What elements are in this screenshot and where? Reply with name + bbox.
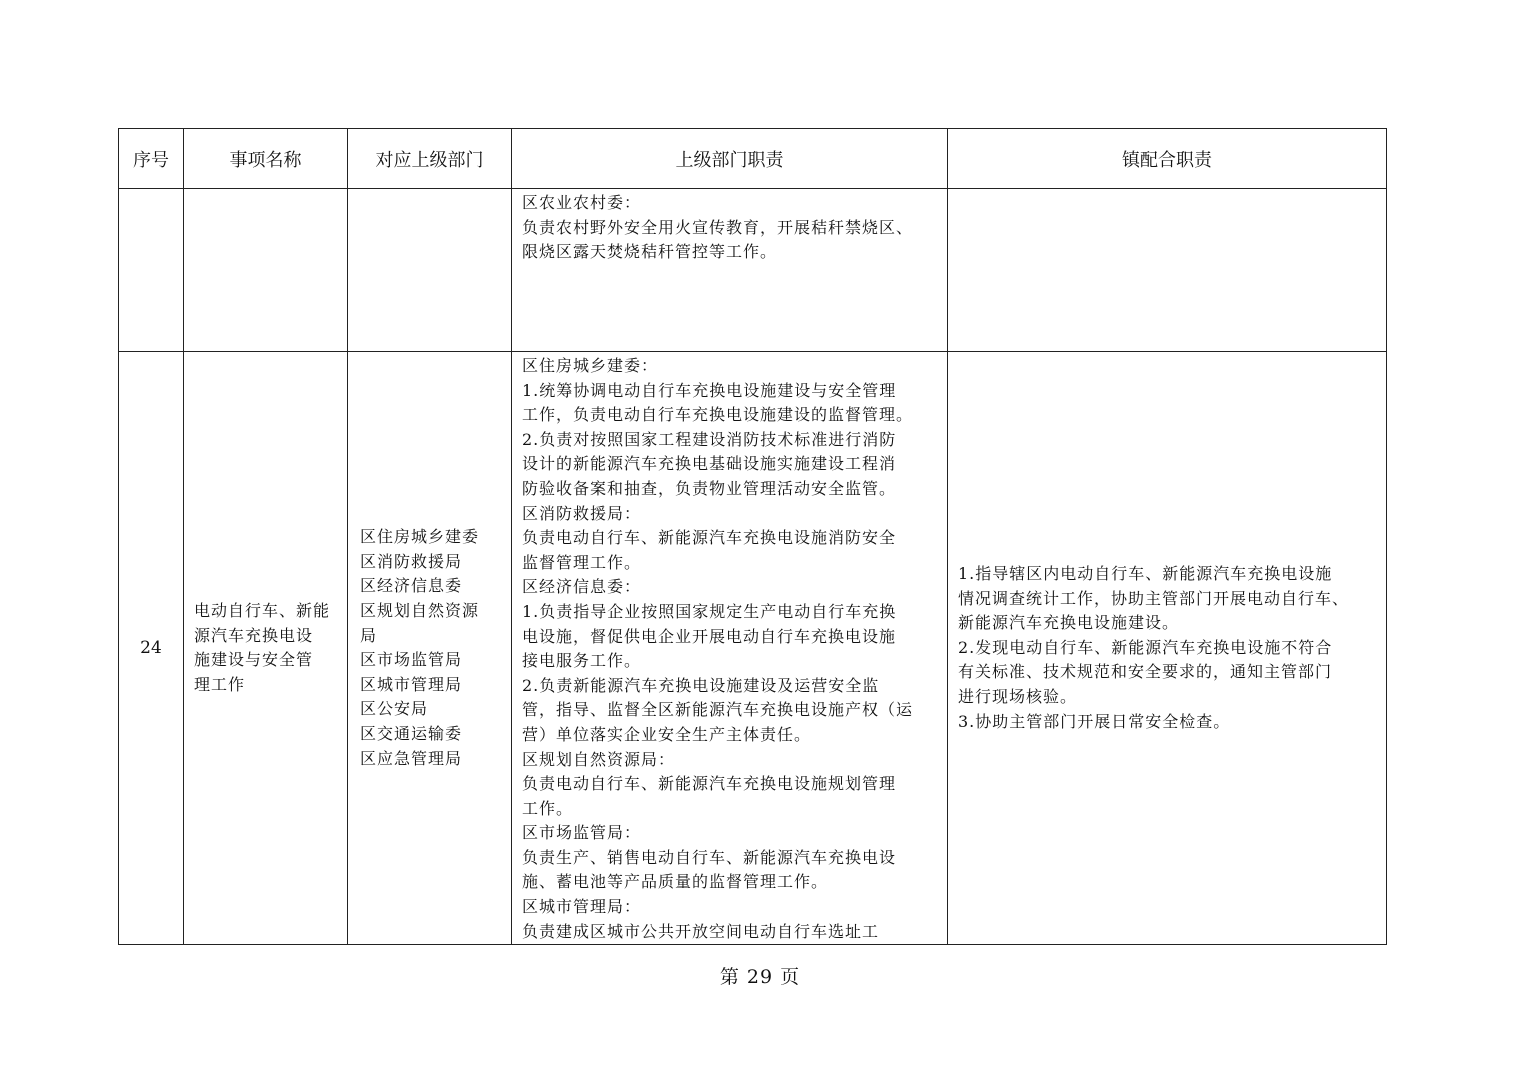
duty-line: 区农业农村委： [522, 193, 642, 212]
item-name [184, 599, 347, 697]
cell-superior-dept [348, 189, 512, 352]
duties-list [512, 352, 947, 944]
town-duties-list [948, 562, 1386, 734]
duty-line: 监督管理工作。 [522, 552, 642, 572]
header-item-name: 事项名称 [184, 129, 348, 189]
cell-superior-dept [348, 352, 512, 945]
duties-list [512, 189, 947, 265]
item-name-line: 施建设与安全管 [194, 650, 314, 670]
duty-line: 区经济信息委： [522, 577, 642, 597]
table-row [119, 189, 1387, 352]
item-name-line: 源汽车充换电设 [194, 625, 314, 645]
cell-no [119, 352, 184, 945]
duty-line: 营）单位落实企业安全生产主体责任。 [522, 724, 812, 744]
dept-line: 区城市管理局 [360, 674, 463, 694]
duty-line: 区市场监管局： [522, 823, 642, 843]
cell-superior-duties [512, 352, 948, 945]
duty-line: 负责建成区城市公共开放空间电动自行车选址工 [522, 921, 880, 941]
item-name-line: 理工作 [194, 674, 246, 694]
dept-line: 区公安局 [360, 699, 429, 719]
town-duty-line: 2.发现电动自行车、新能源汽车充换电设施不符合 [958, 637, 1333, 657]
duty-line: 负责电动自行车、新能源汽车充换电设施规划管理 [522, 774, 897, 794]
town-duty-line: 3.协助主管部门开展日常安全检查。 [958, 711, 1231, 731]
duty-line: 区规划自然资源局： [522, 749, 676, 769]
town-duty-line: 1.指导辖区内电动自行车、新能源汽车充换电设施 [958, 564, 1333, 584]
cell-superior-duties [512, 189, 948, 352]
item-name-line: 电动自行车、新能 [194, 600, 331, 620]
cell-item-name [184, 189, 348, 352]
duty-line: 施、蓄电池等产品质量的监督管理工作。 [522, 872, 829, 892]
row-number: 24 [140, 638, 162, 659]
responsibility-table [118, 128, 1387, 945]
page-number: 第 29 页 [719, 966, 801, 988]
town-duty-line: 有关标准、技术规范和安全要求的，通知主管部门 [958, 662, 1333, 682]
dept-line: 区市场监管局 [360, 650, 463, 670]
duty-line: 负责生产、销售电动自行车、新能源汽车充换电设 [522, 847, 897, 867]
town-duty-line: 情况调查统计工作，协助主管部门开展电动自行车、 [958, 588, 1350, 608]
cell-town-duties [948, 352, 1387, 945]
town-duty-line: 新能源汽车充换电设施建设。 [958, 613, 1180, 633]
dept-line: 局 [360, 625, 378, 645]
duty-line: 电设施，督促供电企业开展电动自行车充换电设施 [522, 626, 897, 646]
duty-line: 设计的新能源汽车充换电基础设施实施建设工程消 [522, 454, 897, 474]
duty-line: 负责农村野外安全用火宣传教育，开展秸秆禁烧区、 [522, 217, 914, 237]
duty-line: 区消防救援局： [522, 503, 642, 523]
header-town-duties: 镇配合职责 [948, 129, 1387, 189]
dept-line: 区交通运输委 [360, 723, 463, 743]
table-row [119, 352, 1387, 945]
header-superior-duties: 上级部门职责 [512, 129, 948, 189]
dept-list [348, 525, 511, 771]
duty-line: 防验收备案和抽查，负责物业管理活动安全监管。 [522, 478, 897, 498]
duty-line: 限烧区露天焚烧秸秆管控等工作。 [522, 242, 778, 262]
duty-line: 1.负责指导企业按照国家规定生产电动自行车充换 [522, 601, 897, 621]
dept-line: 区住房城乡建委 [360, 527, 480, 547]
cell-item-name [184, 352, 348, 945]
dept-line: 区消防救援局 [360, 551, 463, 571]
duty-line: 管，指导、监督全区新能源汽车充换电设施产权（运 [522, 700, 914, 720]
cell-town-duties [948, 189, 1387, 352]
duty-line: 工作。 [522, 798, 574, 818]
dept-line: 区规划自然资源 [360, 600, 480, 620]
duty-line: 负责电动自行车、新能源汽车充换电设施消防安全 [522, 528, 897, 548]
header-no: 序号 [119, 129, 184, 189]
duty-line: 区住房城乡建委： [522, 356, 659, 375]
dept-line: 区应急管理局 [360, 748, 463, 768]
header-superior-dept: 对应上级部门 [348, 129, 512, 189]
table-header-row [119, 129, 1387, 189]
duty-line: 2.负责对按照国家工程建设消防技术标准进行消防 [522, 429, 897, 449]
duty-line: 区城市管理局： [522, 897, 642, 917]
duty-line: 工作，负责电动自行车充换电设施建设的监督管理。 [522, 405, 914, 425]
duty-line: 接电服务工作。 [522, 651, 642, 671]
dept-line: 区经济信息委 [360, 576, 463, 596]
town-duty-line: 进行现场核验。 [958, 687, 1078, 707]
duty-line: 2.负责新能源汽车充换电设施建设及运营安全监 [522, 675, 880, 695]
cell-no [119, 189, 184, 352]
duty-line: 1.统筹协调电动自行车充换电设施建设与安全管理 [522, 380, 897, 400]
